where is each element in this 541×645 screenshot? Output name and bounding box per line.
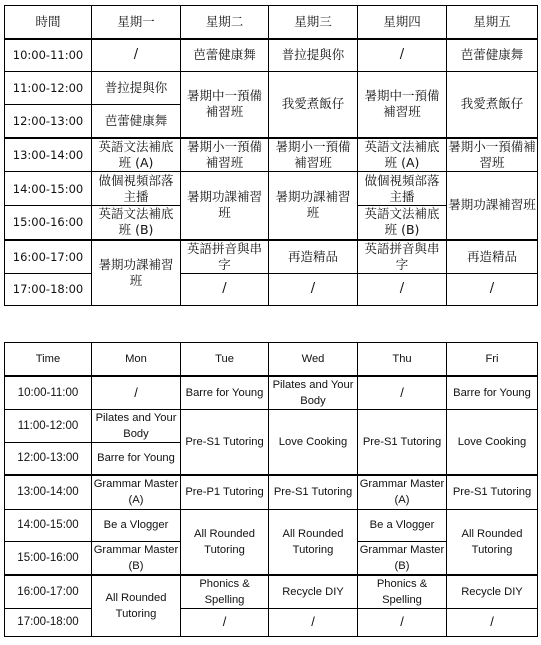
- class-cell: /: [92, 39, 181, 72]
- time-slot: 13:00-14:00: [5, 138, 92, 172]
- time-slot: 16:00-17:00: [5, 575, 92, 609]
- time-slot: 15:00-16:00: [5, 206, 92, 240]
- header-wed: Wed: [269, 343, 358, 376]
- class-cell: Be a Vlogger: [92, 509, 181, 541]
- time-slot: 12:00-13:00: [5, 442, 92, 475]
- header-fri: 星期五: [447, 6, 538, 39]
- class-cell: /: [181, 608, 269, 636]
- timetable-chinese: [4, 5, 538, 306]
- class-cell: 芭蕾健康舞: [181, 39, 269, 72]
- header-mon: Mon: [92, 343, 181, 376]
- header-fri: Fri: [447, 343, 538, 376]
- class-cell: /: [447, 273, 538, 305]
- class-cell: Phonics & Spelling: [181, 575, 269, 609]
- class-cell: 做個視頻部落主播: [92, 172, 181, 206]
- class-cell: /: [358, 376, 447, 410]
- class-cell: /: [269, 273, 358, 305]
- header-tue: 星期二: [181, 6, 269, 39]
- class-cell: 暑期功課補習班: [269, 172, 358, 240]
- class-cell: 芭蕾健康舞: [92, 105, 181, 138]
- class-cell: Grammar Master (B): [92, 541, 181, 575]
- class-cell: 英語文法補底班 (A): [92, 138, 181, 172]
- class-cell: /: [181, 273, 269, 305]
- class-cell: 英語文法補底班 (A): [358, 138, 447, 172]
- class-cell: Grammar Master (A): [92, 475, 181, 509]
- class-cell: 我愛煮飯仔: [447, 72, 538, 138]
- class-cell: 英語文法補底班 (B): [358, 206, 447, 240]
- class-cell: Pre-S1 Tutoring: [358, 409, 447, 475]
- class-cell: 英語拼音與串字: [358, 240, 447, 274]
- class-cell: 再造精品: [447, 240, 538, 274]
- class-cell: Recycle DIY: [269, 575, 358, 609]
- class-cell: 暑期功課補習班: [447, 172, 538, 240]
- header-time: 時間: [5, 6, 92, 39]
- time-slot: 16:00-17:00: [5, 240, 92, 274]
- time-slot: 17:00-18:00: [5, 273, 92, 305]
- class-cell: /: [92, 376, 181, 410]
- header-thu: 星期四: [358, 6, 447, 39]
- class-cell: 再造精品: [269, 240, 358, 274]
- header-tue: Tue: [181, 343, 269, 376]
- class-cell: Be a Vlogger: [358, 509, 447, 541]
- class-cell: Grammar Master (B): [358, 541, 447, 575]
- header-time: Time: [5, 343, 92, 376]
- class-cell: 暑期功課補習班: [92, 240, 181, 306]
- class-cell: /: [269, 608, 358, 636]
- class-cell: /: [358, 273, 447, 305]
- class-cell: 英語文法補底班 (B): [92, 206, 181, 240]
- time-slot: 10:00-11:00: [5, 39, 92, 72]
- class-cell: 暑期中一預備補習班: [358, 72, 447, 138]
- class-cell: Love Cooking: [447, 409, 538, 475]
- class-cell: Pilates and Your Body: [92, 409, 181, 442]
- class-cell: All Rounded Tutoring: [92, 575, 181, 637]
- class-cell: All Rounded Tutoring: [269, 509, 358, 575]
- class-cell: /: [358, 608, 447, 636]
- class-cell: 暑期小一預備補習班: [448, 138, 536, 170]
- class-cell: 芭蕾健康舞: [447, 39, 538, 72]
- class-cell: 暑期功課補習班: [181, 172, 269, 240]
- time-slot: 13:00-14:00: [5, 475, 92, 509]
- class-cell: 我愛煮飯仔: [269, 72, 358, 138]
- class-cell: Pre-S1 Tutoring: [181, 409, 269, 475]
- class-cell: /: [447, 608, 538, 636]
- class-cell: 做個視頻部落主播: [358, 172, 447, 206]
- time-slot: 14:00-15:00: [5, 509, 92, 541]
- time-slot: 11:00-12:00: [5, 72, 92, 105]
- class-cell: Recycle DIY: [447, 575, 538, 609]
- time-slot: 10:00-11:00: [5, 376, 92, 410]
- class-cell: 暑期小一預備補習班: [181, 138, 269, 172]
- class-cell: Pre-S1 Tutoring: [447, 475, 538, 509]
- class-cell: All Rounded Tutoring: [447, 509, 538, 575]
- header-mon: 星期一: [92, 6, 181, 39]
- class-cell: 普拉提與你: [92, 72, 181, 105]
- time-slot: 15:00-16:00: [5, 541, 92, 575]
- class-cell: 普拉提與你: [269, 39, 358, 72]
- header-thu: Thu: [358, 343, 447, 376]
- class-cell: Barre for Young: [181, 376, 269, 410]
- class-cell: Phonics & Spelling: [358, 575, 447, 609]
- class-cell: Barre for Young: [92, 442, 181, 475]
- time-slot: 12:00-13:00: [5, 105, 92, 138]
- class-cell: Pre-S1 Tutoring: [269, 475, 358, 509]
- time-slot: 11:00-12:00: [5, 409, 92, 442]
- header-wed: 星期三: [269, 6, 358, 39]
- time-slot: 14:00-15:00: [5, 172, 92, 206]
- class-cell: All Rounded Tutoring: [181, 509, 269, 575]
- class-cell: Love Cooking: [269, 409, 358, 475]
- class-cell: Pre-P1 Tutoring: [181, 475, 269, 509]
- class-cell: 暑期小一預備補習班: [269, 138, 358, 172]
- time-slot: 17:00-18:00: [5, 608, 92, 636]
- class-cell: 英語拼音與串字: [181, 240, 269, 274]
- timetable-english: [4, 342, 538, 637]
- class-cell: Pilates and Your Body: [269, 376, 358, 410]
- class-cell: /: [358, 39, 447, 72]
- class-cell: Grammar Master (A): [358, 475, 447, 509]
- class-cell: Barre for Young: [447, 376, 538, 410]
- class-cell: 暑期中一預備補習班: [181, 72, 269, 138]
